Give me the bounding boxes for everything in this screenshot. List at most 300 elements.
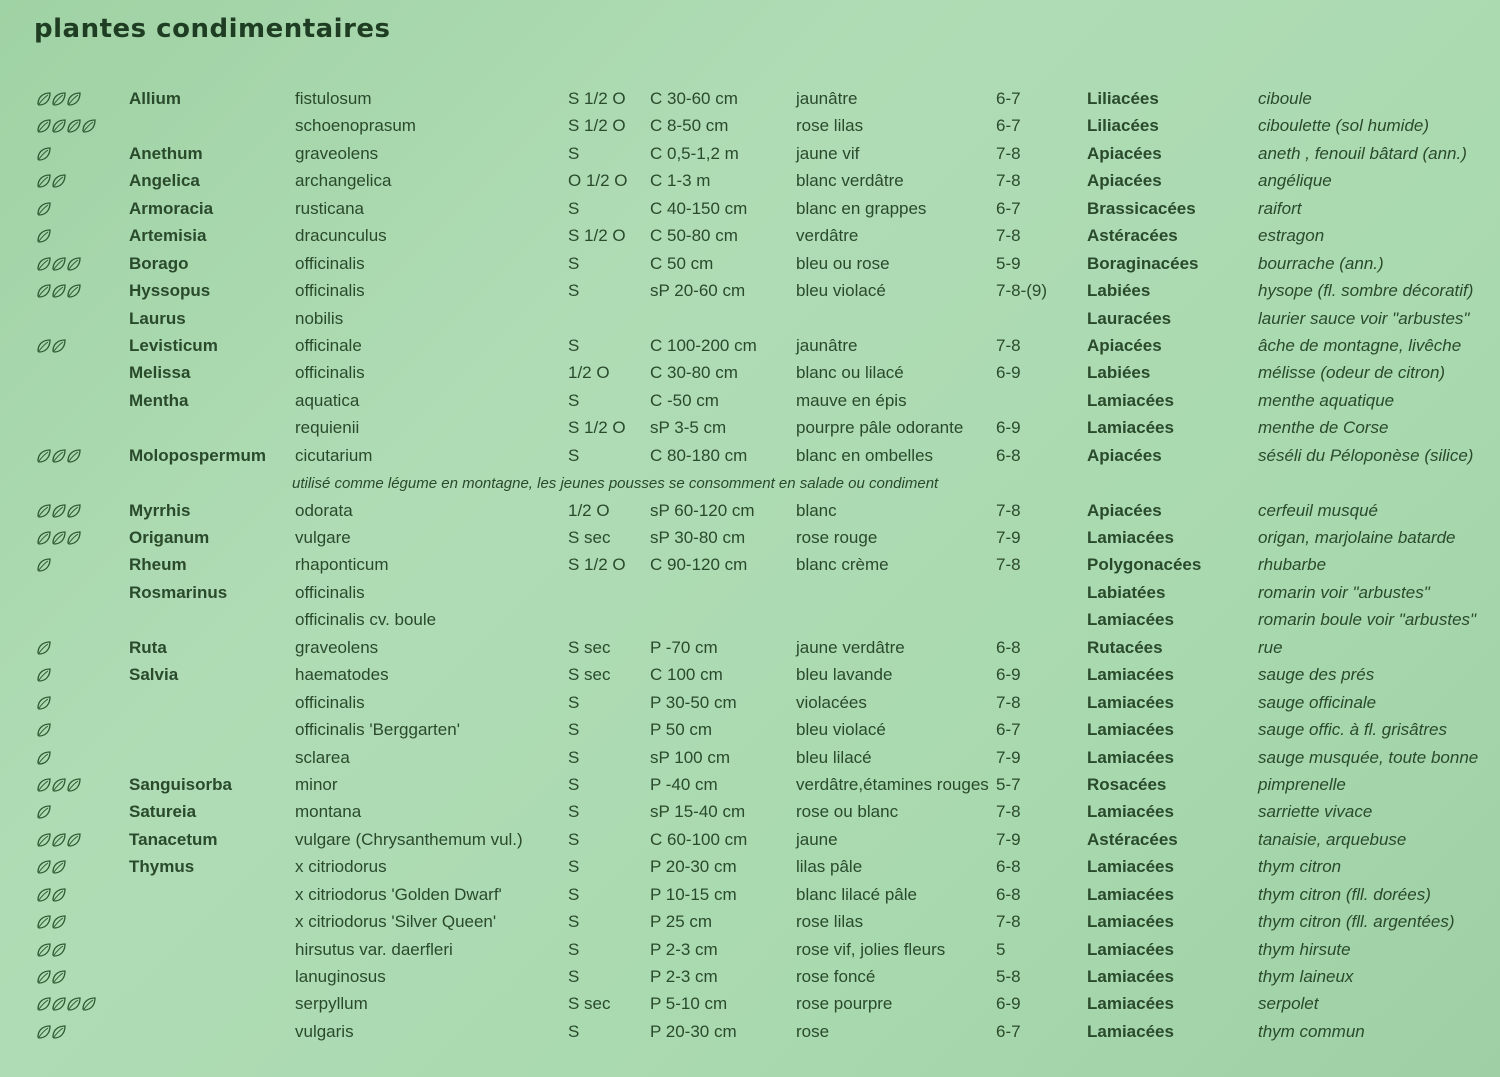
flowering-months: 6-9: [996, 418, 1021, 438]
herb-leaf-icon: [51, 256, 66, 272]
common-name: thym citron: [1258, 857, 1342, 877]
herb-leaf-icon: [36, 942, 51, 958]
exposure: S sec: [568, 528, 611, 547]
table-row: [0, 498, 1500, 525]
table-row: [0, 552, 1500, 579]
row-note: utilisé comme légume en montagne, les jeunes pousses se consomment en salade ou condiment: [292, 475, 939, 493]
herb-leaf-icon: [81, 118, 96, 134]
genus: Laurus: [129, 308, 186, 328]
flowering-months: 7-8: [996, 555, 1021, 575]
family: Liliacées: [1087, 116, 1159, 136]
plant-table: [0, 86, 1500, 1046]
common-name: laurier sauce voir "arbustes": [1258, 308, 1470, 328]
herb-leaf-icon: [66, 777, 81, 793]
family: Astéracées: [1087, 226, 1178, 246]
family: Lauracées: [1087, 308, 1172, 328]
size: P 10-15 cm: [650, 884, 737, 904]
flowering-months: 6-9: [996, 994, 1021, 1014]
herb-leaf-icon: [66, 91, 81, 107]
table-row: [0, 196, 1500, 223]
table-note-row: [0, 470, 1500, 497]
rating-icons: [36, 144, 51, 164]
size: P -70 cm: [650, 637, 718, 657]
exposure: S sec: [568, 994, 611, 1014]
flowering-months: 7-8: [996, 143, 1021, 163]
rating-icons: [36, 665, 51, 685]
table-row: [0, 937, 1500, 964]
size: sP 100 cm: [650, 747, 731, 767]
herb-leaf-icon: [51, 996, 66, 1012]
species: officinalis: [295, 281, 365, 301]
family: Lamiacées: [1087, 610, 1174, 630]
family: Lamiacées: [1087, 857, 1174, 877]
exposure: 1/2 O: [568, 500, 610, 520]
flower-color: rose rouge: [796, 528, 878, 547]
exposure: 1/2 O: [568, 363, 610, 383]
flower-color: jaunâtre: [796, 335, 858, 355]
herb-leaf-icon: [51, 942, 66, 958]
common-name: sauge des prés: [1258, 665, 1375, 685]
herb-leaf-icon: [51, 91, 66, 107]
size: C 90-120 cm: [650, 555, 748, 575]
exposure: S: [568, 802, 580, 822]
table-row: [0, 388, 1500, 415]
herb-leaf-icon: [36, 859, 51, 875]
flower-color: rose foncé: [796, 967, 876, 986]
size: P 20-30 cm: [650, 857, 737, 877]
flower-color: blanc crème: [796, 555, 889, 575]
exposure: S: [568, 692, 580, 712]
exposure: S: [568, 281, 580, 301]
flower-color: blanc lilacé pâle: [796, 884, 917, 904]
rating-icons: [36, 199, 51, 219]
rating-icons: [36, 89, 81, 109]
species: officinalis: [295, 692, 365, 712]
rating-icons: [36, 885, 66, 905]
exposure: S: [568, 198, 580, 218]
table-row: [0, 964, 1500, 991]
exposure: S 1/2 O: [568, 226, 626, 246]
common-name: sarriette vivace: [1258, 802, 1373, 822]
exposure: S: [568, 912, 580, 932]
common-name: thym commun: [1258, 1021, 1365, 1041]
common-name: tanaisie, arquebuse: [1258, 829, 1407, 849]
table-row: [0, 882, 1500, 909]
rating-icons: [36, 336, 66, 356]
rating-icons: [36, 281, 81, 301]
herb-leaf-icon: [51, 448, 66, 464]
herb-leaf-icon: [51, 914, 66, 930]
common-name: romarin boule voir "arbustes": [1258, 610, 1477, 630]
exposure: S: [568, 829, 580, 849]
herb-leaf-icon: [36, 118, 51, 134]
table-row: [0, 690, 1500, 717]
flower-color: pourpre pâle odorante: [796, 418, 964, 438]
rating-icons: [36, 638, 51, 658]
flower-color: bleu violacé: [796, 281, 886, 301]
table-row: [0, 223, 1500, 250]
flowering-months: 6-7: [996, 1021, 1021, 1041]
species: x citriodorus: [295, 857, 387, 877]
flowering-months: 7-8-(9): [996, 281, 1048, 301]
species: minor: [295, 774, 338, 794]
size: C 80-180 cm: [650, 445, 748, 465]
flowering-months: 6-9: [996, 665, 1021, 685]
herb-leaf-icon: [36, 557, 51, 573]
herb-leaf-icon: [36, 503, 51, 519]
size: P 30-50 cm: [650, 692, 737, 712]
herb-leaf-icon: [66, 256, 81, 272]
flower-color: rose vif, jolies fleurs: [796, 939, 946, 959]
rating-icons: [36, 967, 66, 987]
flowering-months: 7-8: [996, 226, 1021, 246]
family: Lamiacées: [1087, 720, 1174, 740]
species: haematodes: [295, 665, 389, 685]
genus: Anethum: [129, 143, 203, 163]
table-row: [0, 635, 1500, 662]
herb-leaf-icon: [36, 1024, 51, 1040]
flower-color: blanc: [796, 500, 837, 520]
flower-color: jaune verdâtre: [796, 637, 905, 657]
rating-icons: [36, 116, 96, 136]
exposure: S 1/2 O: [568, 555, 626, 575]
genus: Molopospermum: [129, 445, 266, 465]
rating-icons: [36, 226, 51, 246]
herb-leaf-icon: [51, 859, 66, 875]
species: graveolens: [295, 637, 379, 657]
rating-icons: [36, 528, 81, 548]
species: serpyllum: [295, 994, 368, 1014]
herb-leaf-icon: [66, 503, 81, 519]
family: Lamiacées: [1087, 912, 1174, 932]
genus: Melissa: [129, 363, 191, 383]
genus: Thymus: [129, 857, 195, 877]
exposure: S: [568, 335, 580, 355]
species: vulgare: [295, 528, 351, 547]
common-name: thym citron (fll. dorées): [1258, 884, 1431, 904]
species: montana: [295, 802, 362, 822]
herb-leaf-icon: [51, 283, 66, 299]
rating-icons: [36, 940, 66, 960]
rating-icons: [36, 994, 96, 1014]
flowering-months: 5-9: [996, 253, 1021, 273]
flowering-months: 7-9: [996, 528, 1021, 547]
family: Apiacées: [1087, 143, 1162, 163]
herb-leaf-icon: [36, 722, 51, 738]
herb-leaf-icon: [51, 777, 66, 793]
family: Lamiacées: [1087, 692, 1174, 712]
table-row: [0, 415, 1500, 442]
rating-icons: [36, 830, 81, 850]
common-name: rue: [1258, 637, 1283, 657]
common-name: ciboule: [1258, 89, 1312, 108]
common-name: menthe de Corse: [1258, 418, 1389, 438]
species: x citriodorus 'Silver Queen': [295, 912, 497, 932]
flowering-months: 7-8: [996, 335, 1021, 355]
size: C 60-100 cm: [650, 829, 748, 849]
family: Lamiacées: [1087, 747, 1174, 767]
species: sclarea: [295, 747, 350, 767]
species: graveolens: [295, 143, 379, 163]
flower-color: jaune: [796, 829, 838, 849]
family: Labiatées: [1087, 582, 1166, 602]
species: fistulosum: [295, 89, 372, 108]
species: rusticana: [295, 198, 364, 218]
table-row: [0, 745, 1500, 772]
exposure: S: [568, 253, 580, 273]
common-name: menthe aquatique: [1258, 390, 1395, 410]
herb-leaf-icon: [36, 256, 51, 272]
size: C 50 cm: [650, 253, 714, 273]
family: Lamiacées: [1087, 967, 1174, 986]
exposure: S: [568, 390, 580, 410]
size: C 40-150 cm: [650, 198, 748, 218]
genus: Levisticum: [129, 335, 218, 355]
rating-icons: [36, 254, 81, 274]
size: C 100 cm: [650, 665, 723, 685]
flower-color: rose pourpre: [796, 994, 893, 1014]
flowering-months: 7-8: [996, 171, 1021, 191]
flower-color: verdâtre: [796, 226, 859, 246]
flower-color: jaunâtre: [796, 89, 858, 108]
common-name: sauge officinale: [1258, 692, 1377, 712]
family: Liliacées: [1087, 89, 1159, 108]
rating-icons: [36, 802, 51, 822]
family: Lamiacées: [1087, 390, 1174, 410]
exposure: S: [568, 774, 580, 794]
flower-color: blanc verdâtre: [796, 171, 904, 191]
size: C 50-80 cm: [650, 226, 738, 246]
flower-color: rose lilas: [796, 912, 864, 932]
herb-leaf-icon: [51, 173, 66, 189]
flowering-months: 7-8: [996, 692, 1021, 712]
family: Lamiacées: [1087, 802, 1174, 822]
herb-leaf-icon: [51, 969, 66, 985]
genus: Myrrhis: [129, 500, 191, 520]
flower-color: bleu ou rose: [796, 253, 890, 273]
family: Lamiacées: [1087, 665, 1174, 685]
flower-color: blanc en grappes: [796, 198, 927, 218]
table-row: [0, 86, 1500, 113]
flower-color: rose: [796, 1021, 830, 1041]
exposure: S: [568, 1021, 580, 1041]
common-name: thym citron (fll. argentées): [1258, 912, 1455, 932]
table-row: [0, 525, 1500, 552]
table-row: [0, 141, 1500, 168]
rating-icons: [36, 555, 51, 575]
family: Lamiacées: [1087, 884, 1174, 904]
species: lanuginosus: [295, 967, 386, 986]
flowering-months: 6-7: [996, 116, 1021, 136]
genus: Origanum: [129, 528, 210, 547]
size: C 30-80 cm: [650, 363, 738, 383]
flower-color: verdâtre,étamines rouges: [796, 774, 989, 794]
family: Boraginacées: [1087, 253, 1199, 273]
genus: Angelica: [129, 171, 200, 191]
herb-leaf-icon: [66, 448, 81, 464]
table-row: [0, 580, 1500, 607]
common-name: estragon: [1258, 226, 1325, 246]
flowering-months: 6-9: [996, 363, 1021, 383]
flower-color: bleu lilacé: [796, 747, 872, 767]
exposure: S: [568, 967, 580, 986]
species: archangelica: [295, 171, 392, 191]
family: Lamiacées: [1087, 418, 1174, 438]
exposure: S 1/2 O: [568, 418, 626, 438]
rating-icons: [36, 501, 81, 521]
flowering-months: 6-7: [996, 198, 1021, 218]
exposure: S: [568, 720, 580, 740]
table-row: [0, 333, 1500, 360]
species: nobilis: [295, 308, 344, 328]
species: officinalis cv. boule: [295, 610, 437, 630]
table-row: [0, 827, 1500, 854]
size: C -50 cm: [650, 390, 719, 410]
herb-leaf-icon: [66, 283, 81, 299]
species: requienii: [295, 418, 360, 438]
table-row: [0, 443, 1500, 470]
herb-leaf-icon: [36, 173, 51, 189]
species: officinalis: [295, 363, 365, 383]
herb-leaf-icon: [36, 832, 51, 848]
genus: Artemisia: [129, 226, 207, 246]
rating-icons: [36, 775, 81, 795]
table-row: [0, 717, 1500, 744]
common-name: serpolet: [1258, 994, 1319, 1014]
size: sP 30-80 cm: [650, 528, 746, 547]
flowering-months: 6-7: [996, 720, 1021, 740]
herb-leaf-icon: [51, 1024, 66, 1040]
species: dracunculus: [295, 226, 387, 246]
table-row: [0, 251, 1500, 278]
size: sP 20-60 cm: [650, 281, 746, 301]
genus: Mentha: [129, 390, 189, 410]
flower-color: blanc en ombelles: [796, 445, 934, 465]
herb-leaf-icon: [81, 996, 96, 1012]
herb-leaf-icon: [36, 91, 51, 107]
flower-color: bleu lavande: [796, 665, 893, 685]
size: P 2-3 cm: [650, 967, 718, 986]
flowering-months: 6-8: [996, 445, 1021, 465]
flowering-months: 6-8: [996, 857, 1021, 877]
herb-leaf-icon: [51, 503, 66, 519]
common-name: raifort: [1258, 198, 1302, 218]
species: rhaponticum: [295, 555, 389, 575]
flowering-months: 5: [996, 939, 1006, 959]
family: Astéracées: [1087, 829, 1178, 849]
size: P 20-30 cm: [650, 1021, 737, 1041]
flowering-months: 7-8: [996, 802, 1021, 822]
exposure: S sec: [568, 665, 611, 685]
flower-color: mauve en épis: [796, 390, 907, 410]
genus: Sanguisorba: [129, 774, 232, 794]
rating-icons: [36, 912, 66, 932]
exposure: S: [568, 445, 580, 465]
size: C 8-50 cm: [650, 116, 729, 136]
table-row: [0, 772, 1500, 799]
table-row: [0, 1019, 1500, 1046]
size: P 50 cm: [650, 720, 713, 740]
exposure: S 1/2 O: [568, 89, 626, 108]
table-row: [0, 360, 1500, 387]
family: Lamiacées: [1087, 939, 1174, 959]
rating-icons: [36, 748, 51, 768]
common-name: âche de montagne, livêche: [1258, 335, 1462, 355]
common-name: romarin voir "arbustes": [1258, 582, 1430, 602]
herb-leaf-icon: [36, 667, 51, 683]
rating-icons: [36, 446, 81, 466]
common-name: hysope (fl. sombre décoratif): [1258, 281, 1474, 301]
flower-color: rose ou blanc: [796, 802, 899, 822]
species: cicutarium: [295, 445, 373, 465]
herb-leaf-icon: [36, 695, 51, 711]
exposure: O 1/2 O: [568, 171, 628, 191]
species: odorata: [295, 500, 353, 520]
genus: Rheum: [129, 555, 187, 575]
size: sP 60-120 cm: [650, 500, 755, 520]
herb-leaf-icon: [51, 887, 66, 903]
exposure: S: [568, 884, 580, 904]
herb-leaf-icon: [36, 146, 51, 162]
table-row: [0, 991, 1500, 1018]
flower-color: lilas pâle: [796, 857, 863, 877]
genus: Ruta: [129, 637, 167, 657]
table-row: [0, 278, 1500, 305]
species: officinale: [295, 335, 362, 355]
herb-leaf-icon: [51, 832, 66, 848]
flower-color: jaune vif: [796, 143, 860, 163]
page-title: plantes condimentaires: [34, 14, 391, 44]
family: Lamiacées: [1087, 1021, 1174, 1041]
common-name: aneth , fenouil bâtard (ann.): [1258, 143, 1467, 163]
rating-icons: [36, 720, 51, 740]
table-row: [0, 662, 1500, 689]
table-row: [0, 306, 1500, 333]
size: P -40 cm: [650, 774, 718, 794]
genus: Salvia: [129, 665, 179, 685]
herb-leaf-icon: [51, 118, 66, 134]
size: P 25 cm: [650, 912, 713, 932]
genus: Borago: [129, 253, 189, 273]
table-row: [0, 909, 1500, 936]
flowering-months: 5-7: [996, 774, 1021, 794]
herb-leaf-icon: [36, 201, 51, 217]
exposure: S: [568, 747, 580, 767]
flower-color: violacées: [796, 692, 867, 712]
family: Apiacées: [1087, 445, 1162, 465]
species: schoenoprasum: [295, 116, 416, 136]
table-row: [0, 854, 1500, 881]
genus: Rosmarinus: [129, 582, 228, 602]
genus: Hyssopus: [129, 281, 211, 301]
flowering-months: 7-9: [996, 829, 1021, 849]
exposure: S 1/2 O: [568, 116, 626, 136]
family: Rosacées: [1087, 774, 1167, 794]
species: officinalis 'Berggarten': [295, 720, 460, 740]
size: C 100-200 cm: [650, 335, 757, 355]
common-name: séséli du Péloponèse (silice): [1258, 445, 1474, 465]
rating-icons: [36, 693, 51, 713]
rating-icons: [36, 1022, 66, 1042]
table-row: [0, 607, 1500, 634]
family: Rutacées: [1087, 637, 1163, 657]
rating-icons: [36, 171, 66, 191]
family: Labiées: [1087, 363, 1151, 383]
common-name: bourrache (ann.): [1258, 253, 1384, 273]
species: vulgaris: [295, 1021, 354, 1041]
family: Apiacées: [1087, 171, 1162, 191]
size: C 1-3 m: [650, 171, 711, 191]
